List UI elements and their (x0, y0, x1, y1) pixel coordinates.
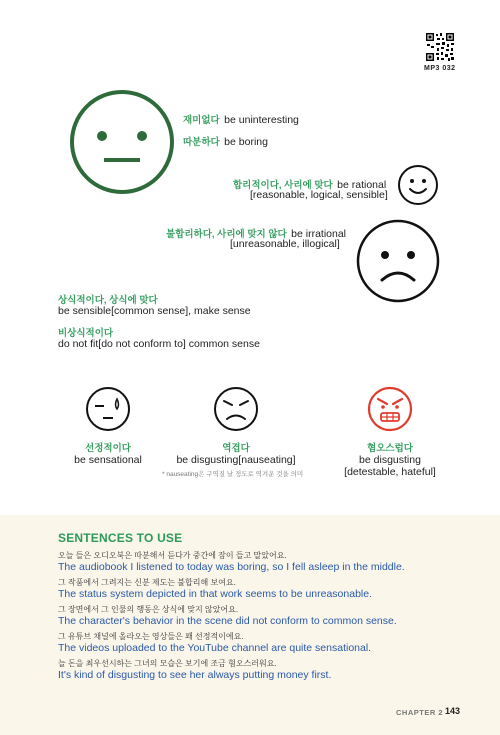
vocab-english: be sensible[common sense], make sense (58, 305, 251, 317)
nauseating-note: * nauseating은 구역질 날 정도로 역겨운 것을 의미 (162, 471, 304, 478)
vocab-row-uninteresting (183, 110, 299, 128)
neutral-face-icon (68, 88, 176, 196)
icon-term-hateful (320, 440, 460, 478)
chapter-label: CHAPTER 2 (396, 708, 444, 717)
sentence-korean: 늘 돈을 최우선시하는 그녀의 모습은 보기에 조금 혐오스러워요. (58, 659, 277, 668)
vocab-korean: 불합리하다, 사리에 맞지 않다 (166, 229, 287, 240)
sentences-title: SENTENCES TO USE (58, 531, 183, 545)
icon-term-sensational (48, 440, 168, 466)
vocab-korean: 선정적이다 (85, 443, 131, 454)
sentence-korean: 그 유튜브 채널에 올라오는 영상들은 꽤 선정적이에요. (58, 632, 244, 641)
vocab-english: be disgusting[nauseating] (176, 454, 296, 466)
page-number: 143 (445, 706, 461, 716)
smiley-face-icon (397, 164, 439, 206)
vocab-korean: 재미없다 (183, 115, 220, 126)
qr-code-icon (425, 32, 455, 62)
vocab-korean: 혐오스럽다 (367, 443, 413, 454)
vocab-english: be disgusting (359, 454, 421, 466)
sentence-english: The audiobook I listened to today was boring, so I fell asleep in the middle. (58, 561, 405, 573)
vocab-korean: 비상식적이다 (58, 328, 114, 339)
mp3-track-label: MP3 032 (424, 65, 456, 72)
vocab-english: be irrational (291, 228, 347, 240)
angry-face-icon (366, 385, 414, 433)
sentence-english: The videos uploaded to the YouTube channel are quite sensational. (58, 642, 372, 654)
sentence-english: The status system depicted in that work seems to be unreasonable. (58, 588, 373, 600)
vocab-korean: 따분하다 (183, 137, 220, 148)
icon-term-nauseating (156, 440, 316, 466)
vocab-english: be sensational (74, 454, 142, 466)
sentence-english: It's kind of disgusting to see her always putting money first. (58, 669, 332, 681)
sentence-korean: 오늘 들은 오디오북은 따분해서 듣다가 중간에 잠이 들고 말았어요. (58, 551, 287, 560)
sentence-english: The character's behavior in the scene did not conform to common sense. (58, 615, 397, 627)
vocab-english: be uninteresting (224, 114, 299, 126)
vocab-row-boring (183, 132, 268, 150)
annoyed-face-icon (212, 385, 260, 433)
vocab-synonyms: [unreasonable, illogical] (230, 238, 340, 250)
vocab-english: be rational (337, 179, 387, 191)
vocab-synonyms: [reasonable, logical, sensible] (250, 189, 388, 201)
vocab-korean: 상식적이다, 상식에 맞다 (58, 295, 158, 306)
vocab-english: be boring (224, 136, 268, 148)
sentence-korean: 그 장면에서 그 인물의 행동은 상식에 맞지 않았어요. (58, 605, 239, 614)
vocab-korean: 역겹다 (222, 443, 250, 454)
vocab-english: do not fit[do not conform to] common sense (58, 338, 260, 350)
vocab-korean: 합리적이다, 사리에 맞다 (233, 180, 333, 191)
frown-face-icon (355, 218, 441, 304)
sentence-korean: 그 작품에서 그려지는 신분 제도는 불합리해 보여요. (58, 578, 236, 587)
vocab-synonyms: [detestable, hateful] (344, 466, 436, 478)
sweat-face-icon (84, 385, 132, 433)
